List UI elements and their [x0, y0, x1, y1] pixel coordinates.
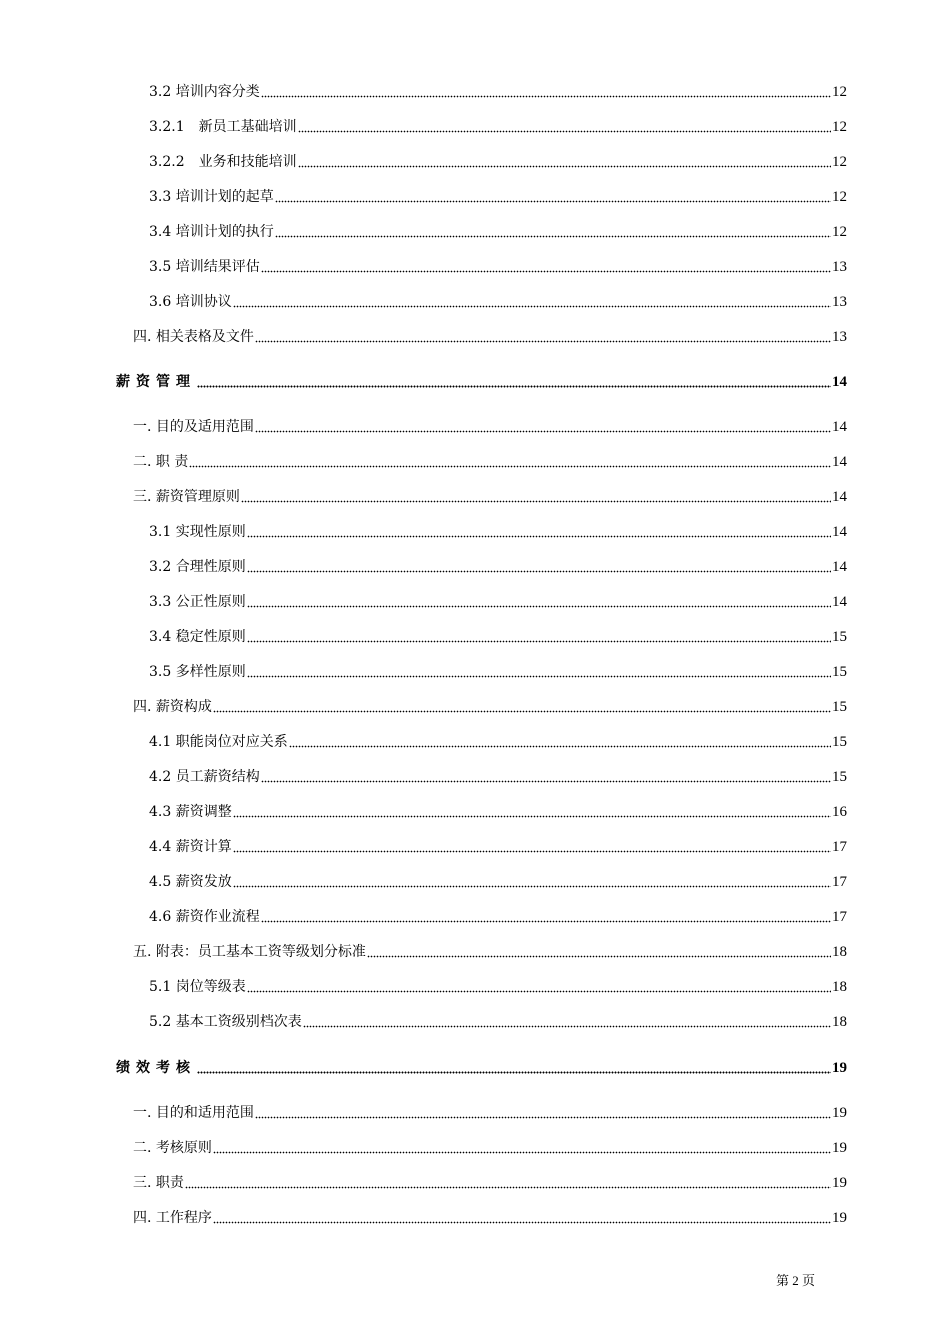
- toc-page-number: 14: [832, 454, 847, 470]
- toc-page-number: 14: [832, 419, 847, 435]
- toc-page-number: 12: [832, 154, 847, 170]
- toc-page-number: 15: [832, 734, 847, 750]
- toc-dot-leader: [367, 952, 831, 958]
- toc-dot-leader: [275, 232, 831, 238]
- toc-entry-title: 3.2 合理性原则: [149, 559, 246, 575]
- toc-entry-title: 3.2.2 业务和技能培训: [149, 154, 297, 170]
- toc-entry[interactable]: [149, 148, 847, 172]
- toc-dot-leader: [241, 497, 831, 503]
- toc-dot-leader: [298, 162, 831, 168]
- toc-dot-leader: [261, 92, 831, 98]
- toc-dot-leader: [298, 127, 831, 133]
- toc-page-number: 17: [832, 874, 847, 890]
- toc-page-number: 15: [832, 629, 847, 645]
- toc-entry-title: 3.2 培训内容分类: [149, 84, 260, 100]
- toc-entry[interactable]: [149, 868, 847, 892]
- toc-dot-leader: [247, 637, 831, 643]
- toc-page-number: 14: [832, 489, 847, 505]
- toc-dot-leader: [213, 1218, 831, 1224]
- toc-entry[interactable]: [133, 1204, 847, 1228]
- toc-page-number: 17: [832, 909, 847, 925]
- toc-entry[interactable]: [133, 693, 847, 717]
- toc-page-number: 19: [832, 1105, 847, 1121]
- toc-dot-leader: [233, 812, 831, 818]
- toc-entry[interactable]: [149, 763, 847, 787]
- toc-entry[interactable]: [149, 78, 847, 102]
- toc-entry-title: 3.5 培训结果评估: [149, 259, 260, 275]
- toc-page-number: 19: [832, 1140, 847, 1156]
- toc-dot-leader: [233, 302, 831, 308]
- toc-page-number: 15: [832, 664, 847, 680]
- toc-page-number: 13: [832, 329, 847, 345]
- toc-dot-leader: [261, 267, 831, 273]
- toc-entry[interactable]: [133, 1099, 847, 1123]
- toc-entry[interactable]: [133, 938, 847, 962]
- toc-page-number: 15: [832, 699, 847, 715]
- toc-dot-leader: [275, 197, 831, 203]
- toc-page-number: 14: [832, 594, 847, 610]
- toc-entry-title: 4.6 薪资作业流程: [149, 909, 260, 925]
- toc-entry[interactable]: [133, 483, 847, 507]
- toc-entry[interactable]: [149, 518, 847, 542]
- toc-page-number: 14: [832, 374, 847, 390]
- toc-entry[interactable]: [149, 1008, 847, 1032]
- toc-page-number: 19: [832, 1210, 847, 1226]
- toc-page-number: 14: [832, 524, 847, 540]
- toc-dot-leader: [261, 917, 831, 923]
- toc-page-number: 13: [832, 294, 847, 310]
- toc-entry-title: 三. 薪资管理原则: [133, 489, 240, 505]
- toc-entry[interactable]: [149, 833, 847, 857]
- toc-dot-leader: [247, 987, 831, 993]
- toc-entry-title: 3.1 实现性原则: [149, 524, 246, 540]
- toc-entry-title: 四. 薪资构成: [133, 699, 212, 715]
- toc-chapter-entry[interactable]: [116, 368, 847, 392]
- toc-dot-leader: [189, 462, 831, 468]
- toc-dot-leader: [255, 337, 831, 343]
- toc-entry-title: 3.3 培训计划的起草: [149, 189, 274, 205]
- toc-dot-leader: [247, 672, 831, 678]
- toc-entry[interactable]: [133, 323, 847, 347]
- toc-dot-leader: [247, 602, 831, 608]
- page-footer: 第 2 页: [776, 1273, 816, 1288]
- toc-entry[interactable]: [149, 798, 847, 822]
- toc-entry[interactable]: [149, 588, 847, 612]
- toc-dot-leader: [233, 882, 831, 888]
- toc-entry-title: 四. 相关表格及文件: [133, 329, 254, 345]
- toc-entry-title: 4.4 薪资计算: [149, 839, 232, 855]
- toc-dot-leader: [289, 742, 831, 748]
- toc-entry-title: 3.4 培训计划的执行: [149, 224, 274, 240]
- toc-entry-title: 三. 职责: [133, 1175, 184, 1191]
- toc-entry-title: 5.1 岗位等级表: [149, 979, 246, 995]
- toc-entry-title: 4.1 职能岗位对应关系: [149, 734, 288, 750]
- toc-entry[interactable]: [149, 553, 847, 577]
- toc-dot-leader: [213, 1148, 831, 1154]
- toc-page-number: 14: [832, 559, 847, 575]
- toc-entry[interactable]: [149, 728, 847, 752]
- toc-entry-title: 四. 工作程序: [133, 1210, 212, 1226]
- toc-entry-title: 4.3 薪资调整: [149, 804, 232, 820]
- toc-entry[interactable]: [149, 113, 847, 137]
- toc-dot-leader: [261, 777, 831, 783]
- toc-page-number: 15: [832, 769, 847, 785]
- toc-entry-title: 二. 考核原则: [133, 1140, 212, 1156]
- toc-page-number: 18: [832, 1014, 847, 1030]
- toc-entry[interactable]: [149, 658, 847, 682]
- toc-chapter-entry[interactable]: [116, 1054, 847, 1078]
- toc-entry-title: 一. 目的和适用范围: [133, 1105, 254, 1121]
- toc-page-number: 18: [832, 979, 847, 995]
- toc-entry[interactable]: [133, 1169, 847, 1193]
- toc-page-number: 12: [832, 189, 847, 205]
- toc-dot-leader: [255, 427, 831, 433]
- toc-entry[interactable]: [149, 903, 847, 927]
- toc-entry-title: 五. 附表：员工基本工资等级划分标准: [133, 944, 366, 960]
- toc-entry-title: 3.5 多样性原则: [149, 664, 246, 680]
- toc-page-number: 19: [832, 1175, 847, 1191]
- toc-entry[interactable]: [133, 1134, 847, 1158]
- toc-dot-leader: [197, 382, 831, 388]
- toc-page-number: 17: [832, 839, 847, 855]
- toc-dot-leader: [233, 847, 831, 853]
- toc-entry[interactable]: [149, 288, 847, 312]
- toc-entry-title: 3.6 培训协议: [149, 294, 232, 310]
- toc-page-number: 12: [832, 84, 847, 100]
- toc-entry-title: 3.3 公正性原则: [149, 594, 246, 610]
- toc-chapter-title: 绩效考核: [116, 1060, 196, 1076]
- toc-entry-title: 5.2 基本工资级别档次表: [149, 1014, 302, 1030]
- toc-dot-leader: [247, 567, 831, 573]
- toc-entry-title: 4.5 薪资发放: [149, 874, 232, 890]
- toc-dot-leader: [247, 532, 831, 538]
- toc-entry-title: 4.2 员工薪资结构: [149, 769, 260, 785]
- toc-entry[interactable]: [149, 253, 847, 277]
- toc-entry[interactable]: [149, 623, 847, 647]
- toc-chapter-title: 薪资管理: [116, 374, 196, 390]
- toc-entry[interactable]: [149, 973, 847, 997]
- toc-entry[interactable]: [133, 448, 847, 472]
- toc-entry-title: 3.2.1 新员工基础培训: [149, 119, 297, 135]
- toc-entry-title: 一. 目的及适用范围: [133, 419, 254, 435]
- toc-page-number: 19: [832, 1060, 847, 1076]
- toc-entry-title: 3.4 稳定性原则: [149, 629, 246, 645]
- toc-page-number: 12: [832, 119, 847, 135]
- toc-page-number: 18: [832, 944, 847, 960]
- toc-entry-title: 二. 职 责: [133, 454, 189, 470]
- toc-entry[interactable]: [149, 183, 847, 207]
- toc-page-number: 12: [832, 224, 847, 240]
- toc-page-number: 13: [832, 259, 847, 275]
- toc-dot-leader: [185, 1183, 831, 1189]
- toc-dot-leader: [255, 1113, 831, 1119]
- toc-dot-leader: [303, 1022, 831, 1028]
- toc-entry[interactable]: [149, 218, 847, 242]
- toc-dot-leader: [213, 707, 831, 713]
- toc-entry[interactable]: [133, 413, 847, 437]
- toc-page-number: 16: [832, 804, 847, 820]
- toc-dot-leader: [197, 1068, 831, 1074]
